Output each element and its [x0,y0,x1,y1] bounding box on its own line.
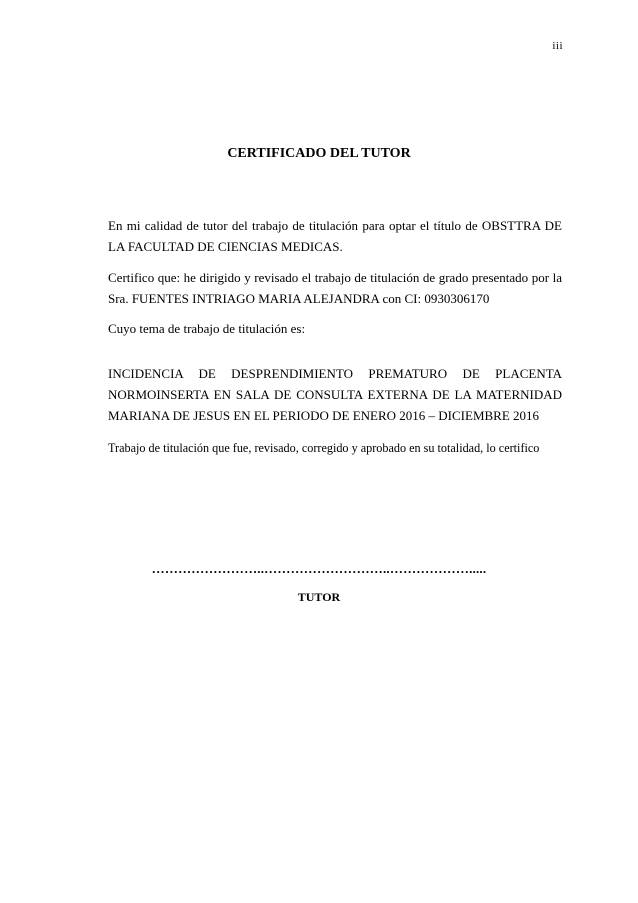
thesis-topic-line: INCIDENCIA DE DESPRENDIMIENTO PREMATURO DE PLACENTA [108,366,562,381]
paragraph-approval: Trabajo de titulación que fue, revisado, corregido y aprobado en su totalidad, lo certifico [108,441,540,455]
page-number: iii [552,40,563,52]
paragraph-tutor-role: En mi calidad de tutor del trabajo de titulación para optar el título de OBSTTRA DE LA FACULTAD DE CIENCIAS MEDICAS. [108,218,562,254]
paragraph-topic-intro: Cuyo tema de trabajo de titulación es: [108,321,306,336]
paragraph-certification: Certifico que: he dirigido y revisado el trabajo de titulación de grado presentado por la Sra. FUENTES INTRIAGO MARIA ALEJANDRA con CI: 0930306170 [108,270,562,306]
thesis-topic-line: MARIANA DE JESUS EN EL PERIODO DE ENERO 2016 – DICIEMBRE 2016 [108,408,540,423]
signature-line: ……………………..………………………..………………..... [151,561,487,576]
document-title: CERTIFICADO DEL TUTOR [227,146,411,161]
signature-label: TUTOR [297,590,341,604]
thesis-topic [108,363,562,426]
thesis-topic-line: NORMOINSERTA EN SALA DE CONSULTA EXTERNA DE LA MATERNIDAD [108,387,562,402]
